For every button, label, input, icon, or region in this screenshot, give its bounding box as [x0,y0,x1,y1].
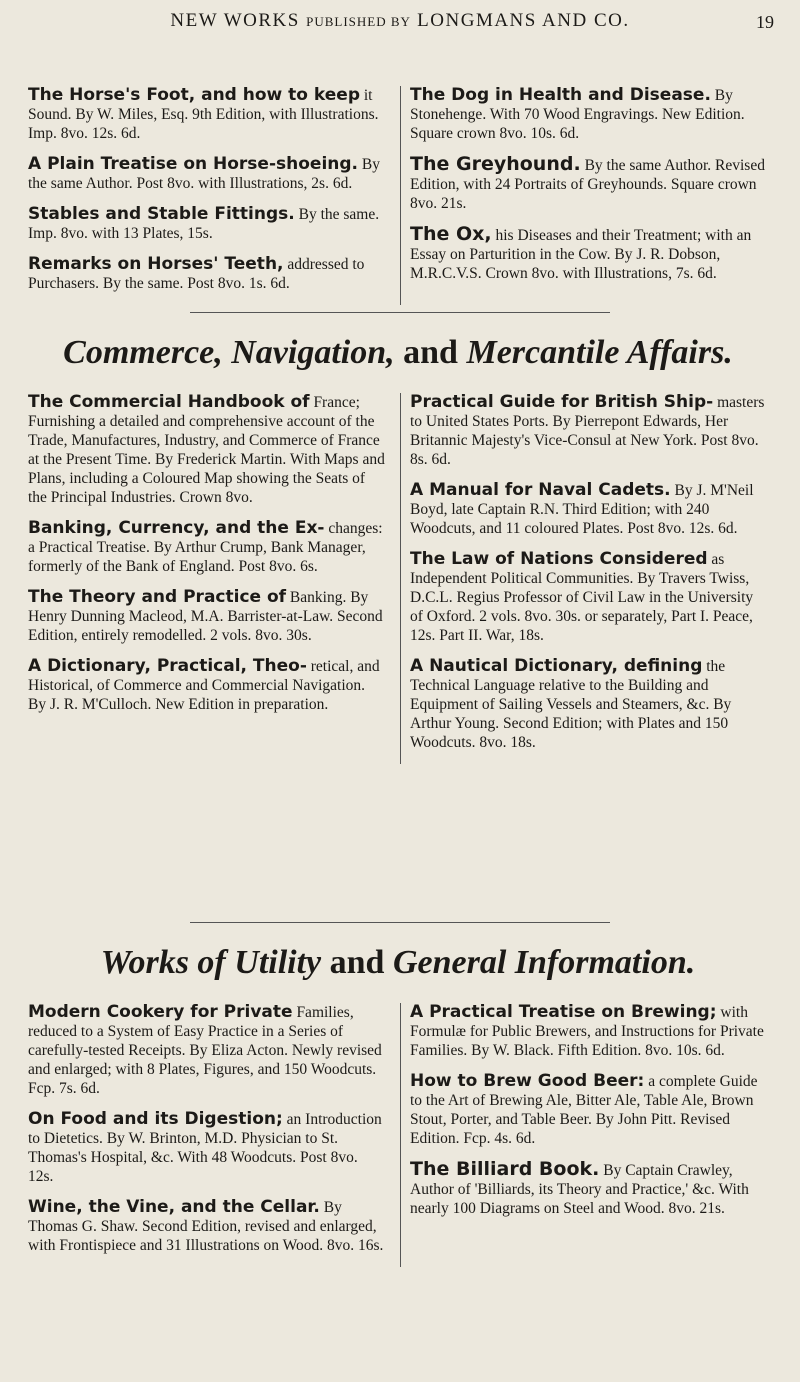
book-entry [410,86,768,143]
book-title: A Manual for Naval Cadets. [410,480,671,501]
book-description: it Sound. By W. Miles, Esq. 9th Edition, with Illustrations. Imp. 8vo. 12s. 6d. [28,87,379,142]
book-entry [28,1003,386,1098]
book-title: A Nautical Dictionary, defining [410,656,703,677]
running-head-publisher: LONGMANS AND CO. [417,10,630,31]
utility-left-column [28,1003,386,1267]
book-title: The Dog in Health and Disease. [410,85,711,105]
utility-section [28,944,768,1267]
book-entry [28,657,386,714]
top-section [28,86,768,305]
section-divider [190,922,610,923]
book-entry [410,155,768,213]
book-entry [28,1198,386,1255]
book-entry [410,393,768,469]
book-description: his Diseases and their Treatment; with an Essay on Parturition in the Cow. By J. R. Dobson, M.R.C.V.S. Crown 8vo. with Illustrations, 7s. 6d. [410,227,752,282]
commerce-right-column [410,393,768,764]
commerce-heading-part2: Mercantile Affairs. [466,334,733,371]
running-head-small: PUBLISHED BY [306,14,411,29]
commerce-columns [28,393,768,764]
running-head [0,6,800,36]
book-title: The Law of Nations Considered [410,549,708,570]
book-entry [28,155,386,193]
book-entry [410,1072,768,1148]
book-description: By Captain Crawley, Author of 'Billiards, its Theory and Practice,' &c. With nearly 100 Diagrams on Steel and Wood. 8vo. 21s. [410,1162,749,1218]
book-entry [410,1003,768,1060]
book-entry [28,393,386,507]
utility-columns [28,1003,768,1267]
book-description: France; Furnishing a detailed and comprehensive account of the Trade, Manufactures, Industry, and Commerce of France at the Present Time. By Frederick Martin. With Maps and Plans, including a Coloured Map showing the Seats of the Principal Industries. Crown 8vo. [28,394,385,507]
page-number: 19 [756,12,774,32]
commerce-section [28,334,768,764]
book-title: A Plain Treatise on Horse-shoeing. [28,154,358,174]
book-description: Families, reduced to a System of Easy Practice in a Series of carefully-tested Receipts. By Eliza Acton. Newly revised and enlarged; with 8 Plates, Figures, and 150 Woodcuts. Fcp. 7s. 6d. [28,1004,382,1098]
column-divider [400,1003,401,1267]
book-description: Banking. By Henry Dunning Macleod, M.A. Barrister-at-Law. Second Edition, entirely remodelled. 2 vols. 8vo. 30s. [28,589,383,645]
book-title: Wine, the Vine, and the Cellar. [28,1197,320,1218]
book-description: By Stonehenge. With 70 Wood Engravings. New Edition. Square crown 8vo. 10s. 6d. [410,87,745,142]
column-divider [400,86,401,305]
book-entry [28,519,386,576]
book-entry [410,550,768,645]
book-entry [28,86,386,143]
book-title: Remarks on Horses' Teeth, [28,254,284,274]
book-description: changes: a Practical Treatise. By Arthur Crump, Bank Manager, formerly of the Bank of England. Post 8vo. 6s. [28,520,383,576]
utility-heading-part2: General Information. [392,944,696,981]
book-title: A Practical Treatise on Brewing; [410,1002,717,1023]
book-title: The Theory and Practice of [28,587,287,608]
book-title: Practical Guide for British Ship- [410,392,714,413]
book-title: The Greyhound. [410,153,581,175]
book-title: Modern Cookery for Private [28,1002,293,1023]
book-description: a complete Guide to the Art of Brewing Ale, Bitter Ale, Table Ale, Brown Stout, Porter, and Table Beer. By John Pitt. Revised Edition. Fcp. 4s. 6d. [410,1073,758,1148]
commerce-heading [28,334,768,371]
book-title: How to Brew Good Beer: [410,1071,645,1092]
book-entry [410,225,768,283]
book-description: with Formulæ for Public Brewers, and Instructions for Private Families. By W. Black. Fifth Edition. 8vo. 10s. 6d. [410,1004,764,1060]
top-right-column [410,86,768,305]
top-left-column [28,86,386,305]
book-title: The Horse's Foot, and how to keep [28,85,360,105]
running-head-main: NEW WORKS [170,10,300,31]
utility-heading [28,944,768,981]
book-entry [28,205,386,243]
commerce-heading-part1: Commerce, Navigation, [63,334,395,371]
utility-right-column [410,1003,768,1267]
book-description: By the same Author. Revised Edition, with 24 Portraits of Greyhounds. Square crown 8vo. 21s. [410,157,765,212]
book-title: A Dictionary, Practical, Theo- [28,656,307,677]
book-description: addressed to Purchasers. By the same. Post 8vo. 1s. 6d. [28,256,365,292]
book-description: as Independent Political Communities. By Travers Twiss, D.C.L. Regius Professor of Civil Law in the University of Oxford. 2 vols. 8vo. 30s. or separately, Part I. Peace, 12s. Part II. War, 18s. [410,551,754,645]
book-title: The Ox, [410,223,492,245]
book-description: By Thomas G. Shaw. Second Edition, revised and enlarged, with Frontispiece and 31 Illustrations on Wood. 8vo. 16s. [28,1199,384,1255]
book-entry [410,481,768,538]
book-description: the Technical Language relative to the Building and Equipment of Sailing Vessels and Steamers, &c. By Arthur Young. Second Edition; with Plates and 150 Woodcuts. 8vo. 18s. [410,658,732,752]
running-head-title [0,10,800,32]
book-title: The Commercial Handbook of [28,392,310,413]
book-description: masters to United States Ports. By Pierrepont Edwards, Her Britannic Majesty's Vice-Consul at New York. Post 8vo. 8s. 6d. [410,394,765,469]
book-title: Banking, Currency, and the Ex- [28,518,325,539]
section-divider [190,312,610,313]
commerce-left-column [28,393,386,764]
book-entry [28,255,386,293]
book-description: retical, and Historical, of Commerce and Commercial Navigation. By J. R. M'Culloch. New Edition in preparation. [28,658,380,714]
utility-heading-and: and [329,944,385,981]
book-description: By the same Author. Post 8vo. with Illustrations, 2s. 6d. [28,156,380,192]
book-entry [410,657,768,752]
top-columns [28,86,768,305]
book-title: The Billiard Book. [410,1158,600,1181]
book-title: Stables and Stable Fittings. [28,204,295,224]
book-description: By the same. Imp. 8vo. with 13 Plates, 15s. [28,206,380,242]
book-title: On Food and its Digestion; [28,1109,283,1130]
book-entry [410,1160,768,1218]
book-entry [28,588,386,645]
column-divider [400,393,401,764]
book-entry [28,1110,386,1186]
book-description: an Introduction to Dietetics. By W. Brinton, M.D. Physician to St. Thomas's Hospital, &c. With 48 Woodcuts. Post 8vo. 12s. [28,1111,382,1186]
utility-heading-part1: Works of Utility [100,944,322,981]
commerce-heading-and: and [403,334,458,371]
book-description: By J. M'Neil Boyd, late Captain R.N. Third Edition; with 240 Woodcuts, and 11 coloured Plates. Post 8vo. 12s. 6d. [410,482,754,538]
